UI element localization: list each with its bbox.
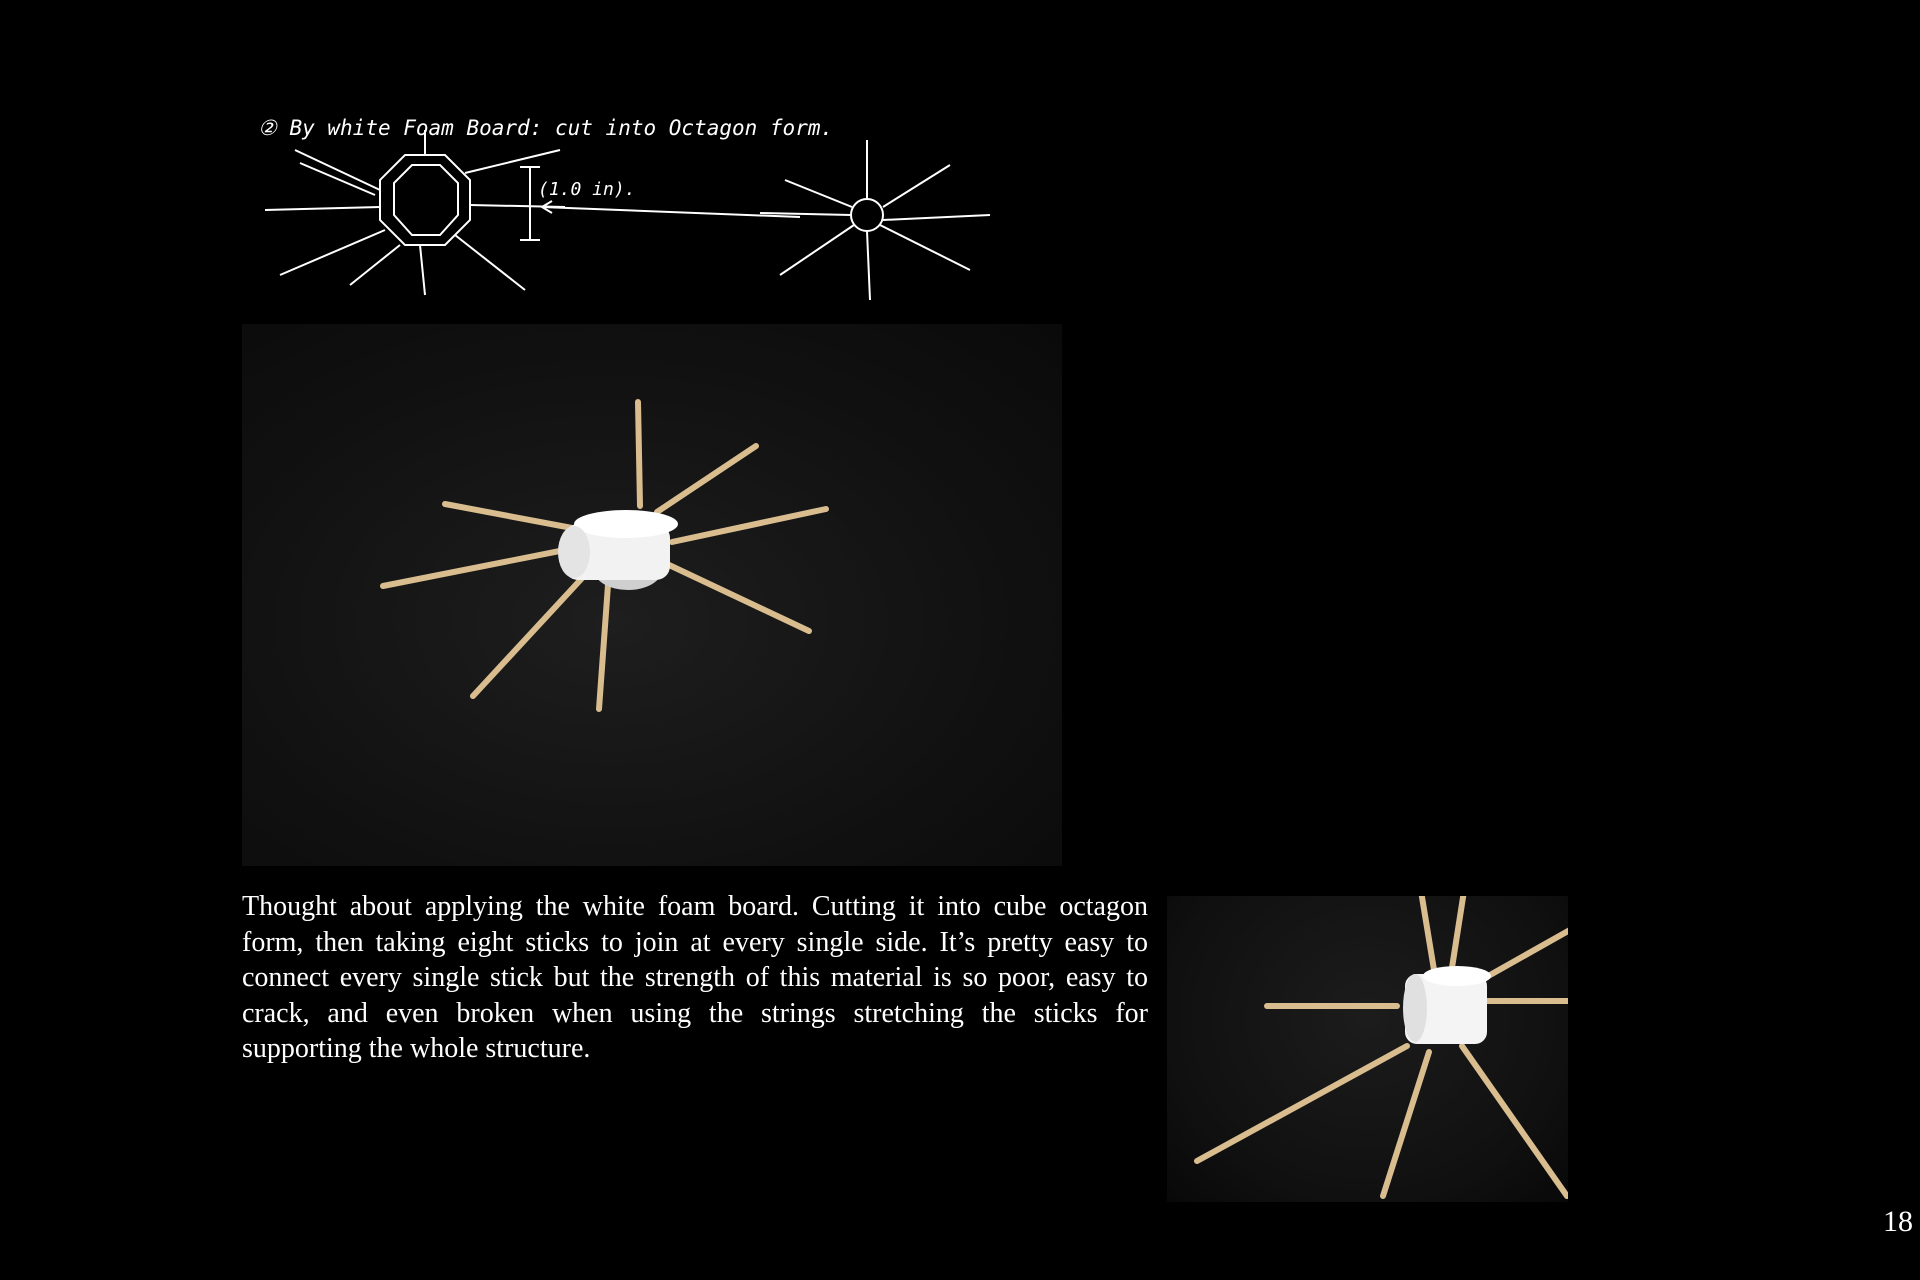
- dimension-label: (1.0 in).: [538, 179, 636, 200]
- hand-sketch: [240, 95, 1010, 310]
- wooden-sticks-closeup: [1197, 896, 1568, 1196]
- foam-hub-closeup: [1167, 896, 1568, 1202]
- dimension-bracket: [520, 167, 540, 240]
- octagon-hub-sketch: [265, 130, 565, 295]
- octagon-sketch-drawing: [240, 95, 1010, 310]
- foam-cube: [558, 510, 678, 590]
- sketch-heading: ② By white Foam Board: cut into Octagon form.: [258, 116, 834, 140]
- description-paragraph: Thought about applying the white foam board. Cutting it into cube octagon form, then taking eight sticks to join at every single side. It’s pretty easy to connect every single stick but the strength of this material is so poor, easy to crack, and even broken when using the strings stretching the sticks for supporting the whole structure.: [242, 891, 1148, 1064]
- detail-photo: [1167, 896, 1568, 1202]
- arrow-sketch: [542, 201, 800, 217]
- foam-hub-photo: [242, 324, 1062, 866]
- foam-cube-closeup: [1403, 966, 1491, 1044]
- page-number: 18: [1883, 1205, 1913, 1238]
- main-photo: [242, 324, 1062, 866]
- star-sketch: [760, 140, 990, 300]
